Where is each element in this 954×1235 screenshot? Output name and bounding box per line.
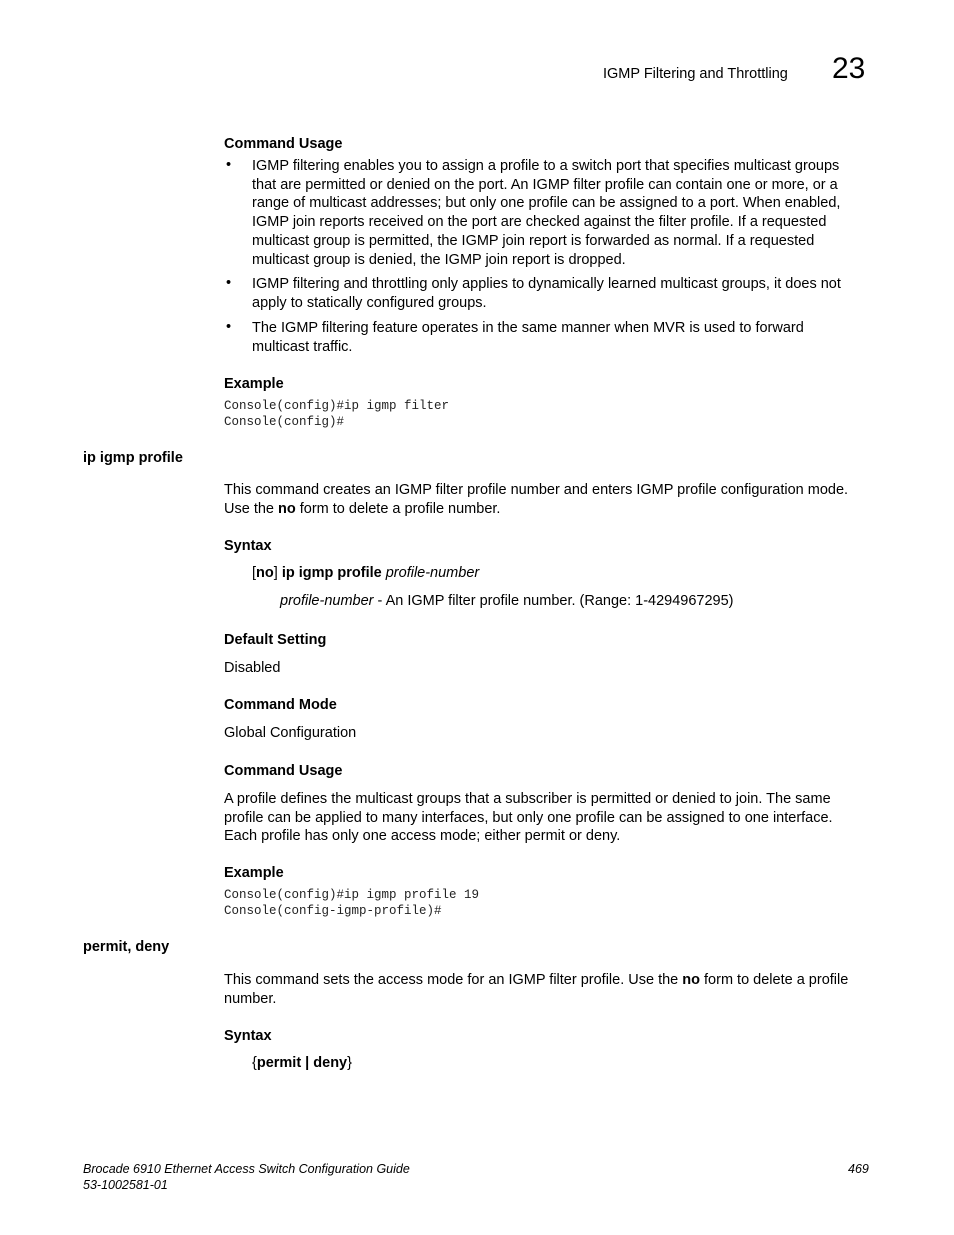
bullet-marker: •: [226, 157, 232, 173]
command-mode-heading: Command Mode: [224, 697, 337, 713]
syntax-line: {permit | deny}: [252, 1055, 352, 1071]
syntax-heading: Syntax: [224, 538, 272, 554]
chapter-number: 23: [832, 52, 866, 85]
command-description: This command sets the access mode for an IGMP filter profile. Use the no form to delete a profile number.: [224, 972, 849, 1007]
running-header-title: IGMP Filtering and Throttling: [603, 66, 788, 82]
usage-bullet-1: IGMP filtering enables you to assign a profile to a switch port that specifies multicast groups that are permitted or denied on the port. An IGMP filter profile can contain one or more, or a range of multicast addresses; but only one profile can be assigned to a port. When enabled, IGMP join reports received on the port are checked against the filter profile. If a requested multicast group is permitted, the IGMP join report is forwarded as normal. If a requested multicast group is denied, the IGMP join report is dropped.: [252, 158, 841, 268]
command-description: This command creates an IGMP filter profile number and enters IGMP profile configuration mode. Use the no form to delete a profile number.: [224, 482, 849, 517]
default-setting-heading: Default Setting: [224, 632, 327, 648]
syntax-heading: Syntax: [224, 1028, 272, 1044]
footer-doc-title: Brocade 6910 Ethernet Access Switch Configuration Guide: [83, 1162, 410, 1176]
command-mode-value: Global Configuration: [224, 725, 357, 741]
command-usage-text: A profile defines the multicast groups that a subscriber is permitted or denied to join. The same profile can be applied to many interfaces, but only one profile can be assigned to one interface. Each profile has only one access mode; either permit or deny.: [224, 791, 833, 845]
example-heading: Example: [224, 865, 284, 881]
footer-page-number: 469: [848, 1162, 869, 1176]
usage-bullet-2: IGMP filtering and throttling only applies to dynamically learned multicast groups, it does not apply to statically configured groups.: [252, 276, 841, 311]
command-title-permit-deny: permit, deny: [83, 939, 170, 955]
command-title-ip-igmp-profile: ip igmp profile: [83, 450, 183, 466]
parameter-description: profile-number - An IGMP filter profile number. (Range: 1-4294967295): [280, 593, 734, 609]
bullet-marker: •: [226, 319, 232, 335]
syntax-line: [no] ip igmp profile profile-number: [252, 565, 480, 581]
command-usage-heading: Command Usage: [224, 763, 343, 779]
command-usage-heading: Command Usage: [224, 136, 343, 152]
bullet-marker: •: [226, 275, 232, 291]
example-code-block: Console(config)#ip igmp filter Console(config)#: [224, 399, 450, 429]
usage-bullet-3: The IGMP filtering feature operates in the same manner when MVR is used to forward multicast traffic.: [252, 320, 804, 355]
footer-doc-number: 53-1002581-01: [83, 1178, 168, 1192]
example-heading: Example: [224, 376, 284, 392]
default-setting-value: Disabled: [224, 660, 281, 676]
example-code-block: Console(config)#ip igmp profile 19 Console(config-igmp-profile)#: [224, 888, 480, 918]
